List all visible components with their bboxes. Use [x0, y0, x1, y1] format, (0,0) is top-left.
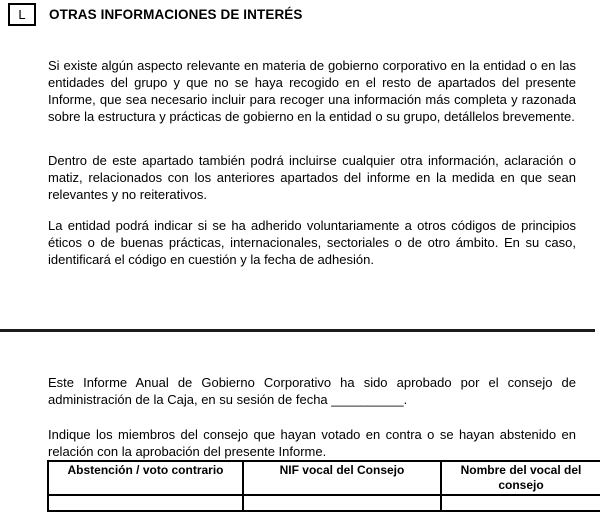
section-code-box [8, 3, 36, 26]
table-row [48, 495, 600, 511]
paragraph-codes-adhesion: La entidad podrá indicar si se ha adherido voluntariamente a otros códigos de principios éticos o de buenas prácticas, internacionales, sectoriales o de otro ámbito. En su caso, identificará el código en cuestión y la fecha de adhesión. [48, 218, 576, 267]
table-cell-name [441, 495, 600, 511]
section-header [8, 3, 303, 26]
section-divider [0, 329, 595, 332]
section-code: L [18, 7, 26, 22]
table-header-nif: NIF vocal del Consejo [243, 461, 441, 495]
paragraph-approval-statement: Este Informe Anual de Gobierno Corporativo ha sido aprobado por el consejo de administración de la Caja, en su sesión de fecha __________. [48, 375, 576, 407]
table-header-name: Nombre del vocal del consejo [441, 461, 600, 495]
paragraph-other-information: Dentro de este apartado también podrá incluirse cualquier otra información, aclaración o matiz, relacionados con los anteriores apartados del informe en la medida en que sean relevantes y no reiterativos. [48, 153, 576, 202]
table-cell-nif [243, 495, 441, 511]
table-header-row [48, 461, 600, 495]
table-header-abstention: Abstención / voto contrario [48, 461, 243, 495]
table-cell-abstention [48, 495, 243, 511]
section-title: OTRAS INFORMACIONES DE INTERÉS [49, 7, 303, 22]
paragraph-vote-instruction: Indique los miembros del consejo que hayan votado en contra o se hayan abstenido en relación con la aprobación del presente Informe. [48, 427, 576, 459]
votes-table [47, 460, 600, 512]
paragraph-governance-aspects: Si existe algún aspecto relevante en materia de gobierno corporativo en la entidad o en las entidades del grupo y que no se haya recogido en el resto de apartados del presente Informe, que sea necesario incluir para recoger una información más completa y razonada sobre la estructura y prácticas de gobierno en la entidad o su grupo, detállelos brevemente. [48, 58, 576, 124]
